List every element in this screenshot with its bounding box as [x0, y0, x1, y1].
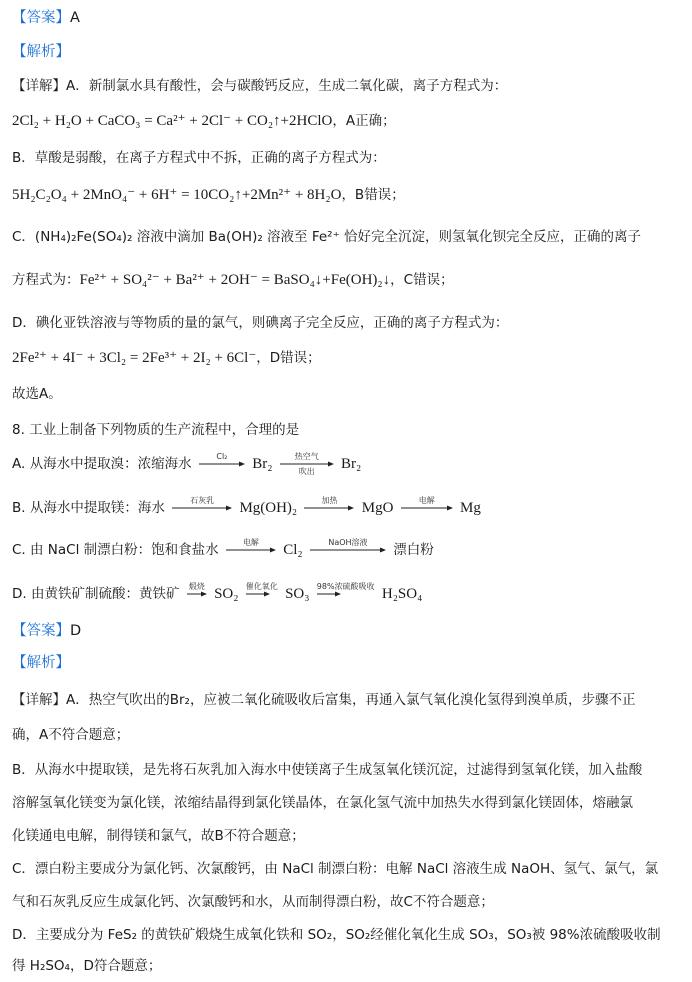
b2-d-text-2: 得 H₂SO₄，D符合题意；: [12, 958, 162, 974]
conclusion-line: [12, 384, 684, 404]
b2-b-text-3: 化镁通电电解，制得镁和氯气，故B不符合题意；: [12, 828, 305, 844]
option-b-arrow-1: [172, 496, 232, 520]
b2-b-line-3: [12, 826, 684, 846]
question-8-stem: [12, 420, 684, 440]
option-b-arrow-2: [304, 496, 354, 520]
option-d-arrow-1: [187, 582, 207, 606]
equation-b: 5H₂C₂O₄ + 2MnO₄⁻ + 6H⁺ = 10CO₂↑+2Mn²⁺ + 8H₂O: [12, 187, 342, 203]
answer-line-2: [12, 621, 684, 641]
arrow-label: 石灰乳: [190, 496, 215, 505]
b2-a-line-1: [12, 690, 684, 710]
option-b-arrow-3: [401, 496, 453, 520]
b2-c-line-2: [12, 892, 684, 912]
option-d-mid-1: SO₂: [214, 586, 239, 602]
option-c: [12, 538, 684, 562]
answer-tag: 【答案】: [12, 623, 70, 639]
analysis-tag: 【解析】: [12, 44, 70, 60]
option-c-arrow-1: [226, 538, 276, 562]
b2-b-line-2: [12, 793, 684, 813]
analysis-line-2: [12, 653, 684, 673]
option-d-arrow-2: [246, 582, 278, 606]
equation-d: 2Fe²⁺ + 4I⁻ + 3Cl₂ = 2Fe³⁺ + 2I₂ + 6Cl⁻: [12, 350, 257, 366]
equation-a-note: ，A正确；: [332, 113, 396, 129]
arrow-label: 煅烧: [188, 582, 205, 591]
eq-a-line: [12, 111, 684, 131]
option-c-mid: Cl₂: [283, 542, 303, 558]
conclusion: 故选A。: [12, 386, 62, 402]
b2-b-line-1: [12, 760, 684, 780]
b2-d-line-1: [12, 925, 684, 945]
b2-c-text-2: 气和石灰乳反应生成氯化钙、次氯酸钙和水，从而制得漂白粉，故C不符合题意；: [12, 894, 494, 910]
answer-tag: 【答案】: [12, 10, 70, 26]
b2-b-text-2: 溶解氢氧化镁变为氯化镁，浓缩结晶得到氯化镁晶体，在氯化氢气流中加热失水得到氯化镁固体，熔融氯: [12, 795, 633, 811]
detail-tag: 【详解】: [12, 78, 66, 94]
eq-b-line: [12, 185, 684, 205]
d-text-line: [12, 313, 684, 333]
c-text-1: C．(NH₄)₂Fe(SO₄)₂ 溶液中滴加 Ba(OH)₂ 溶液至 Fe²⁺ 恰好完全沉淀，则氢氧化钡完全反应，正确的离子: [12, 229, 642, 245]
equation-a: 2Cl₂ + H₂O + CaCO₃ = Ca²⁺ + 2Cl⁻ + CO₂↑+2HClO: [12, 113, 333, 129]
question-stem: 8. 工业上制备下列物质的生产流程中，合理的是: [12, 422, 300, 438]
equation-d-note: ，D错误；: [256, 350, 321, 366]
equation-c: Fe²⁺ + SO₄²⁻ + Ba²⁺ + 2OH⁻ = BaSO₄↓+Fe(OH)₂↓: [79, 272, 391, 288]
equation-b-note: ，B错误；: [341, 187, 405, 203]
option-a-end: Br₂: [341, 456, 362, 472]
option-a-arrow-2: [280, 452, 334, 476]
b2-a-text-2: 确，A不符合题意；: [12, 727, 130, 743]
c-text-line-1: [12, 227, 684, 247]
arrow-label: 催化氧化: [245, 582, 278, 591]
equation-c-note: ，C错误；: [390, 272, 454, 288]
arrow-label-top: 热空气: [294, 452, 319, 461]
analysis-tag: 【解析】: [12, 655, 70, 671]
option-b-end: Mg: [460, 500, 481, 516]
option-a-mid: Br₂: [252, 456, 273, 472]
arrow-label: Cl₂: [216, 452, 228, 461]
option-c-prefix: C. 由 NaCl 制漂白粉：饱和食盐水: [12, 542, 219, 558]
b2-a-text-1: A．热空气吹出的Br₂，应被二氧化硫吸收后富集，再通入氯气氧化溴化氢得到溴单质，步骤不正: [66, 692, 636, 708]
b2-d-line-2: [12, 956, 684, 976]
detail-a-line: [12, 76, 684, 96]
d-text: D．碘化亚铁溶液与等物质的量的氯气，则碘离子完全反应，正确的离子方程式为：: [12, 315, 509, 331]
analysis-line-1: [12, 42, 684, 62]
b2-b-text-1: B．从海水中提取镁，是先将石灰乳加入海水中使镁离子生成氢氧化镁沉淀，过滤得到氢氧化镁，加入盐酸: [12, 762, 643, 778]
arrow-label: 电解: [242, 538, 259, 547]
option-d: [12, 582, 684, 606]
option-d-prefix: D. 由黄铁矿制硫酸：黄铁矿: [12, 586, 180, 602]
c-text-2-prefix: 方程式为：: [12, 272, 80, 288]
option-d-arrow-3: [317, 582, 375, 606]
answer-value: A: [70, 10, 80, 26]
option-c-end: 漂白粉: [393, 542, 434, 558]
answer-line-1: [12, 8, 684, 28]
detail-tag: 【详解】: [12, 692, 66, 708]
option-a-prefix: A. 从海水中提取溴：浓缩海水: [12, 456, 192, 472]
arrow-label-bottom: 吹出: [298, 467, 315, 476]
b2-c-line-1: [12, 859, 684, 879]
b-text-line: [12, 148, 684, 168]
option-d-mid-2: SO₃: [285, 586, 310, 602]
option-b-prefix: B. 从海水中提取镁：海水: [12, 500, 165, 516]
detail-a-text: A．新制氯水具有酸性，会与碳酸钙反应，生成二氧化碳，离子方程式为：: [66, 78, 508, 94]
c-text-line-2: [12, 270, 684, 290]
answer-value: D: [70, 623, 82, 639]
b2-c-text-1: C．漂白粉主要成分为氯化钙、次氯酸钙，由 NaCl 制漂白粉：电解 NaCl 溶液生成 NaOH、氢气、氯气，氯: [12, 861, 659, 877]
option-a: [12, 452, 684, 476]
option-c-arrow-2: [310, 538, 386, 562]
b-text: B．草酸是弱酸，在离子方程式中不拆，正确的离子方程式为：: [12, 150, 386, 166]
eq-d-line: [12, 348, 684, 368]
b2-a-line-2: [12, 725, 684, 745]
option-a-arrow-1: [199, 452, 245, 476]
arrow-label: NaOH溶液: [328, 538, 368, 547]
b2-d-text-1: D．主要成分为 FeS₂ 的黄铁矿煅烧生成氧化铁和 SO₂，SO₂经催化氧化生成 SO₃，SO₃被 98%浓硫酸吸收制: [12, 927, 661, 943]
option-b: [12, 496, 684, 520]
option-b-mid-1: Mg(OH)₂: [239, 500, 298, 516]
option-d-end: H₂SO₄: [381, 586, 423, 602]
arrow-label: 电解: [418, 496, 435, 505]
arrow-label: 加热: [321, 496, 338, 505]
arrow-label: 98%浓硫酸吸收: [316, 582, 375, 591]
option-b-mid-2: MgO: [361, 500, 394, 516]
